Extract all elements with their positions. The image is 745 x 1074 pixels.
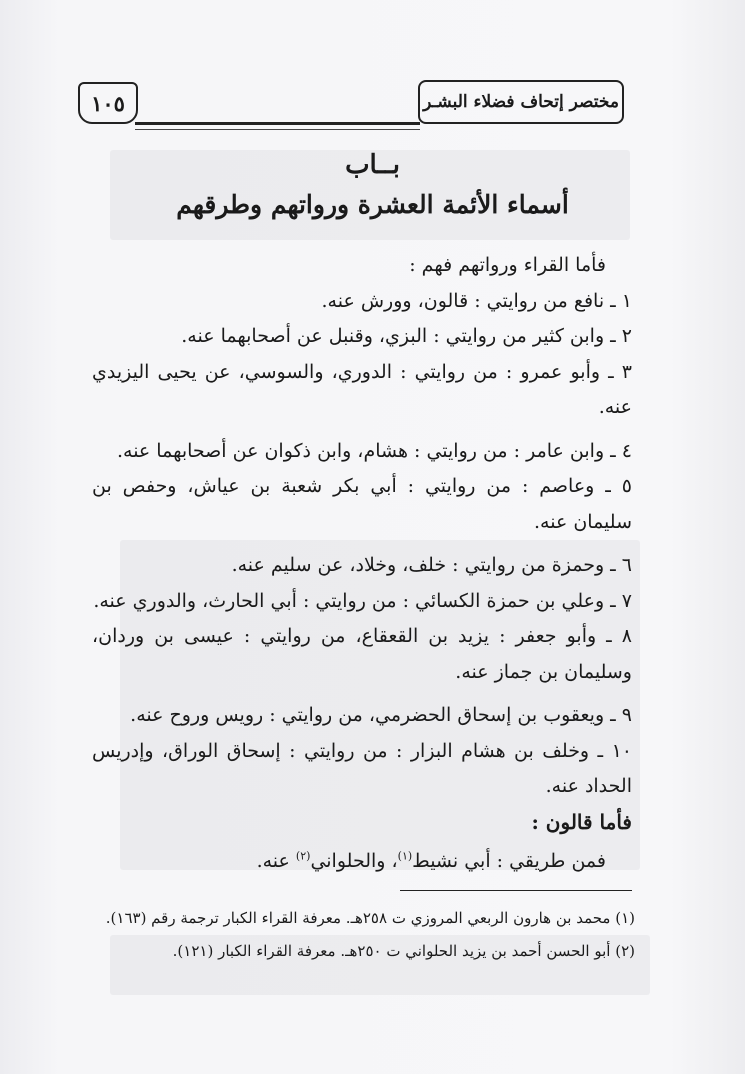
qalun-text-c: عنه. xyxy=(256,850,296,872)
footnotes xyxy=(100,905,635,971)
book-title: مختصر إتحاف فضلاء البشـر xyxy=(423,92,619,112)
footnote: (٢) أبو الحسن أحمد بن يزيد الحلواني ت ٢٥٠هـ. معرفة القراء الكبار (١٢١). xyxy=(172,942,635,960)
header-rule xyxy=(135,122,420,125)
list-item: ٤ ـ وابن عامر : من روايتي : هشام، وابن ذكوان عن أصحابهما عنه. xyxy=(116,439,632,462)
list-item: ٩ ـ ويعقوب بن إسحاق الحضرمي، من روايتي : رويس وروح عنه. xyxy=(130,704,632,726)
footnote: (١) محمد بن هارون الربعي المروزي ت ٢٥٨هـ. معرفة القراء الكبار ترجمة رقم (١٦٣). xyxy=(105,909,635,927)
list-item: ١٠ ـ وخلف بن هشام البزار : من روايتي : إسحاق الوراق، وإدريس الحداد عنه. xyxy=(92,739,632,797)
sub-heading: فأما قالون : xyxy=(531,809,632,834)
footnote-rule xyxy=(400,890,632,891)
list-item: ١ ـ نافع من روايتي : قالون، وورش عنه. xyxy=(321,289,632,312)
list-item: ٢ ـ وابن كثير من روايتي : البزي، وقنبل عن أصحابهما عنه. xyxy=(181,325,632,347)
list-item: ٨ ـ وأبو جعفر : يزيد بن القعقاع، من روايتي : عيسى بن وردان، وسليمان بن جماز عنه. xyxy=(92,625,632,683)
running-header-title xyxy=(418,80,624,124)
chapter-word: بــاب xyxy=(345,150,400,180)
header-rule-thin xyxy=(135,129,420,130)
footnote-ref: (١) xyxy=(397,849,413,863)
footnote-ref: (٢) xyxy=(295,849,311,863)
list-item: ٦ ـ وحمزة من روايتي : خلف، وخلاد، عن سليم عنه. xyxy=(231,554,632,576)
intro-line: فأما القراء ورواتهم فهم : xyxy=(409,254,606,276)
page-number: ١٠٥ xyxy=(91,90,125,116)
list-item: ٥ ـ وعاصم : من روايتي : أبي بكر شعبة بن عياش، وحفص بن سليمان عنه. xyxy=(92,475,632,533)
page-number-box xyxy=(78,82,138,124)
body-text xyxy=(92,248,632,880)
list-item: ٣ ـ وأبو عمرو : من روايتي : الدوري، والسوسي، عن يحيى اليزيدي عنه. xyxy=(92,360,632,418)
list-item: ٧ ـ وعلي بن حمزة الكسائي : من روايتي : أبي الحارث، والدوري عنه. xyxy=(93,589,632,612)
qalun-text-b: ، والحلواني xyxy=(310,850,398,872)
qalun-line xyxy=(92,844,632,880)
chapter-title: أسماء الأئمة العشرة ورواتهم وطرقهم xyxy=(176,190,569,219)
qalun-text-a: فمن طريقي : أبي نشيط xyxy=(412,850,606,872)
